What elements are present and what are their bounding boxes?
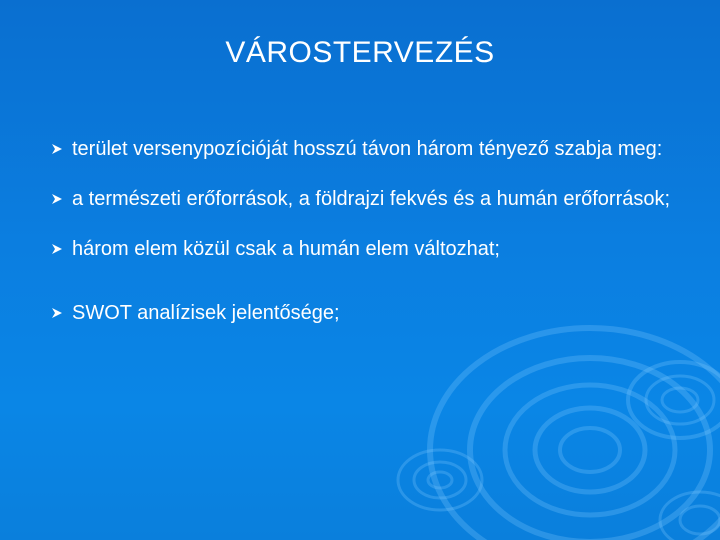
- slide-title: VÁROSTERVEZÉS: [225, 36, 495, 69]
- bullet-text: a természeti erőforrások, a földrajzi fekvés és a humán erőforrások;: [72, 188, 671, 210]
- bullet-text: terület versenypozícióját hosszú távon három tényező szabja meg:: [72, 138, 663, 160]
- bullet-list: [50, 136, 690, 364]
- bullet-item: [50, 236, 690, 262]
- arrowhead-bullet-icon: [50, 136, 64, 162]
- bullet-text: három elem közül csak a humán elem változhat;: [72, 238, 500, 260]
- bullet-item: [50, 300, 690, 326]
- arrowhead-bullet-icon: [50, 300, 64, 326]
- bullet-item: [50, 136, 690, 162]
- arrowhead-bullet-icon: [50, 186, 64, 212]
- bullet-item: [50, 186, 690, 212]
- arrowhead-bullet-icon: [50, 236, 64, 262]
- bullet-text: SWOT analízisek jelentősége;: [72, 302, 340, 324]
